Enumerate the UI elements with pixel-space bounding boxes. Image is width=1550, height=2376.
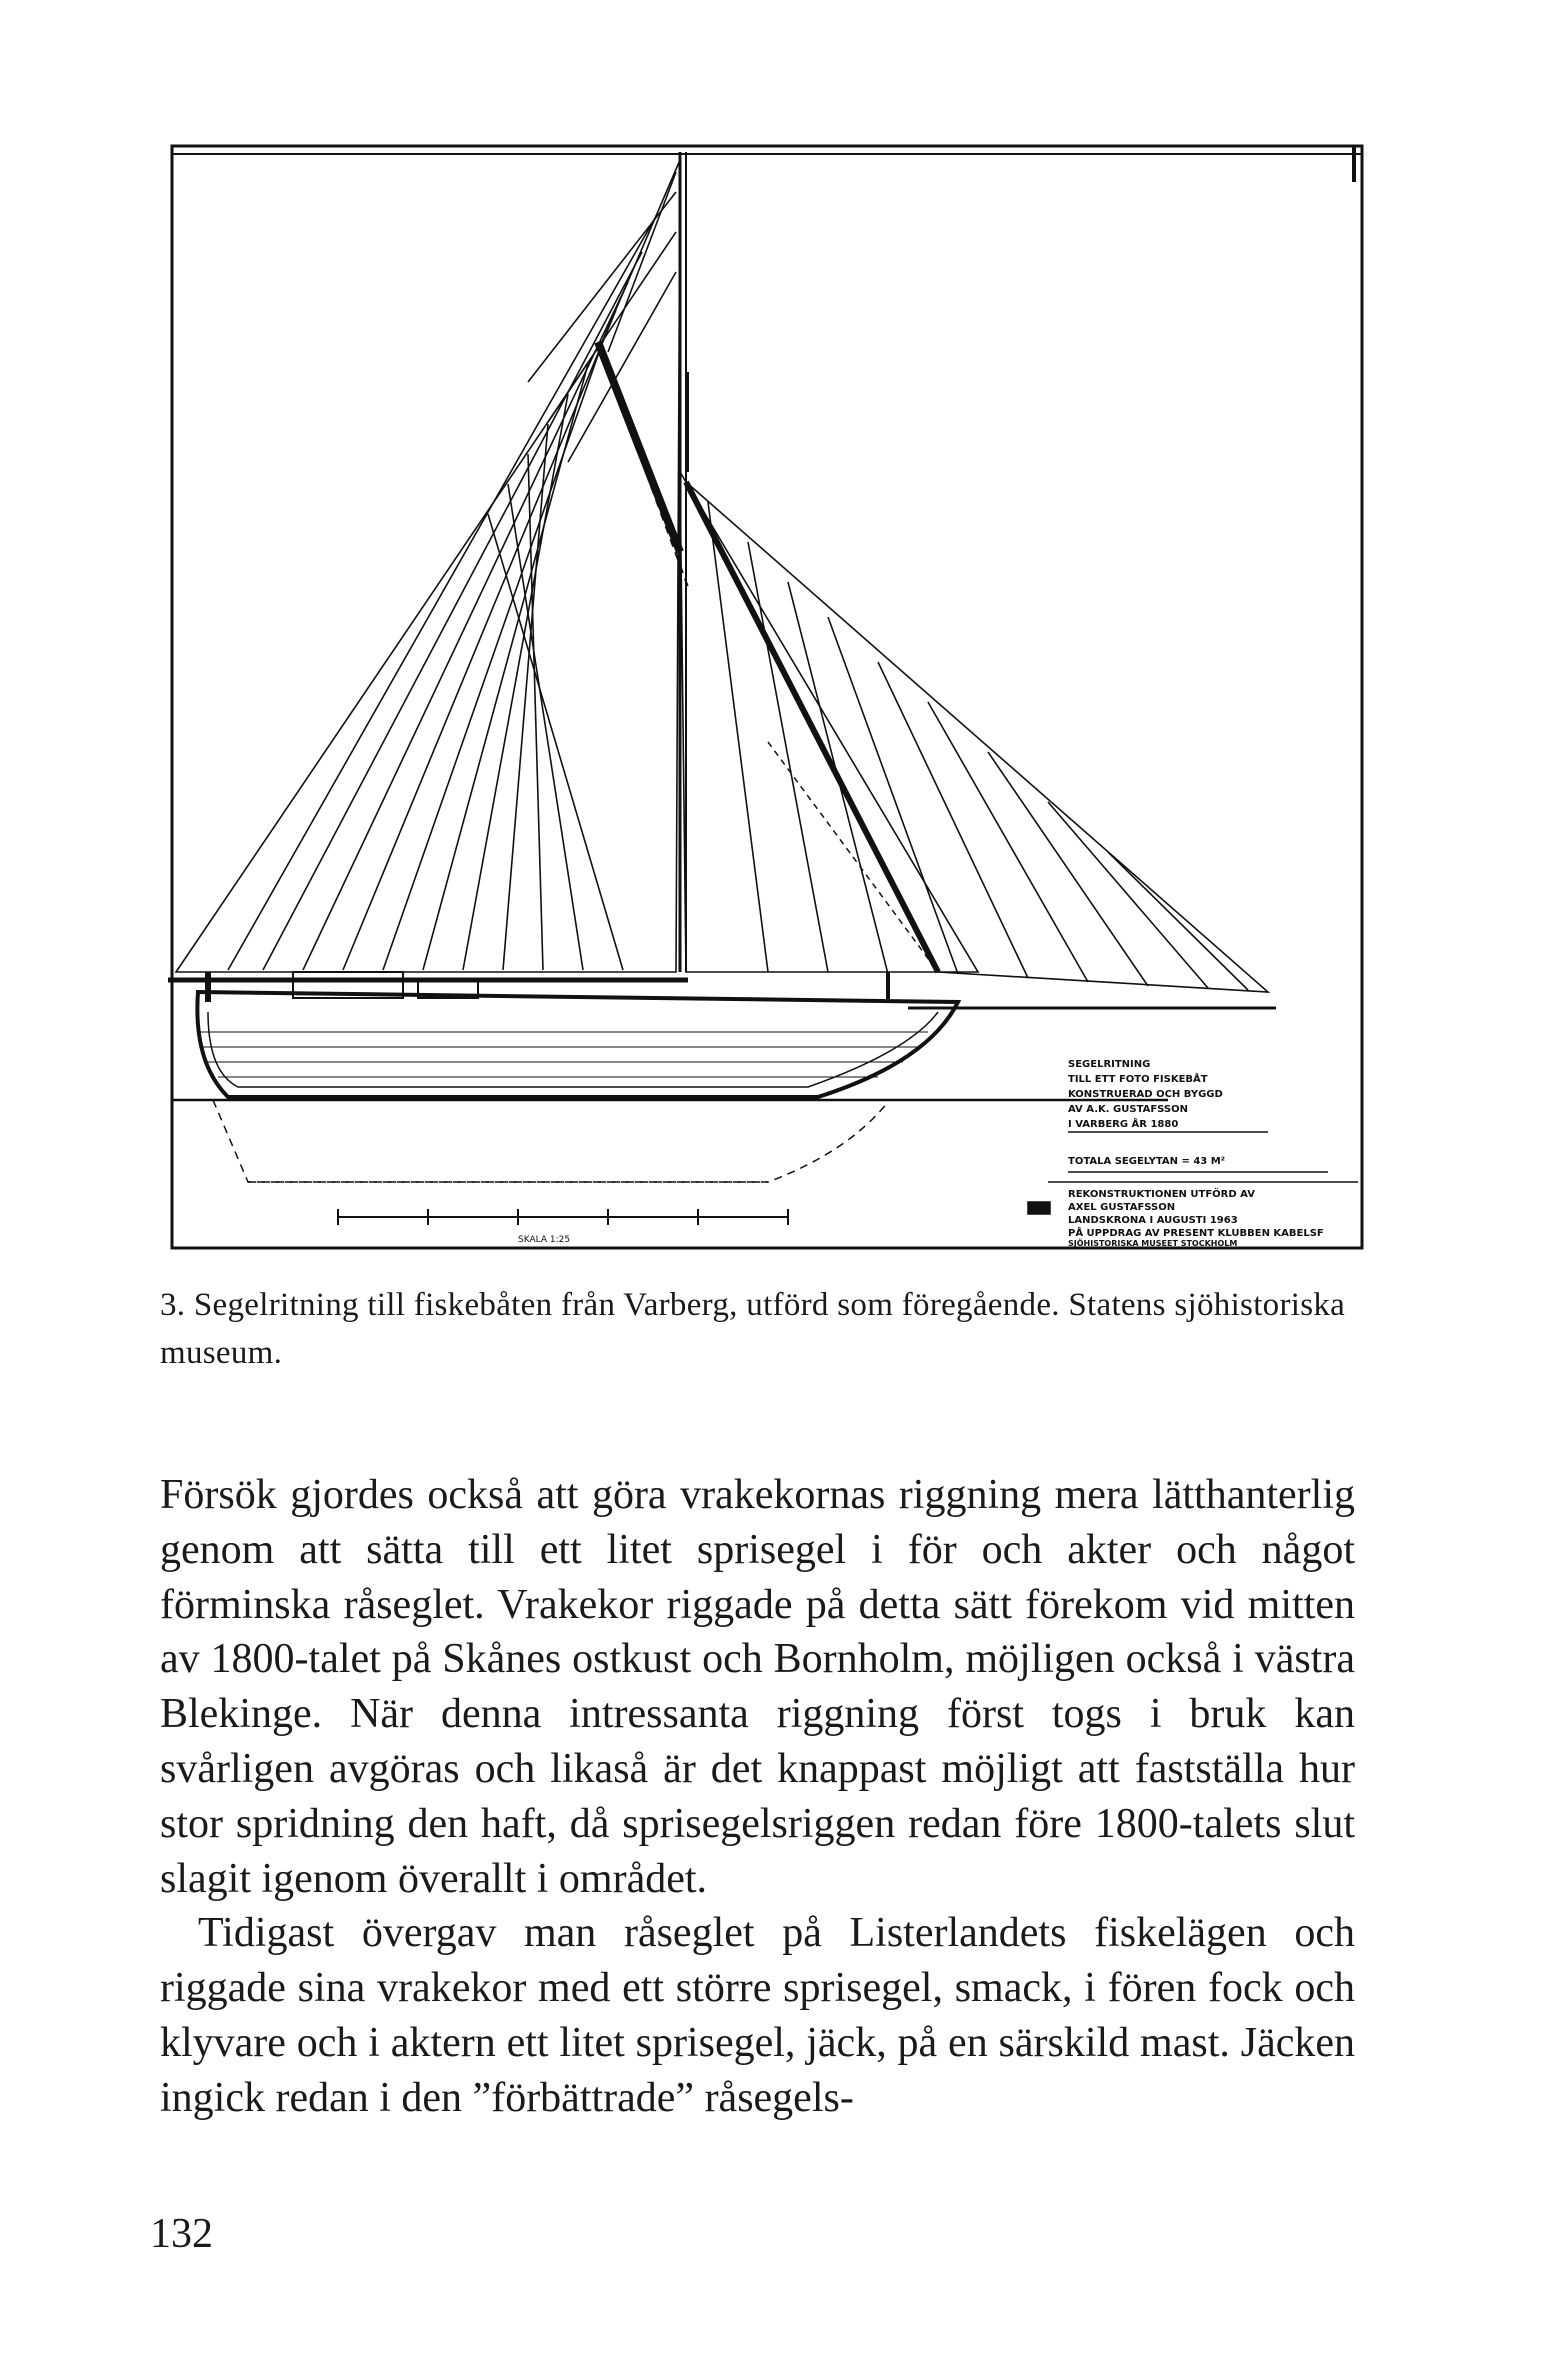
paragraph: Tidigast övergav man råseglet på Listerlandets fiskelägen och riggade sina vrakekor med ett större sprisegel, smack, i fören fock och klyvare och i aktern ett litet sprisegel, jäck, på en särskild mast. Jäcken ingick redan i den ”förbättrade” råsegels- xyxy=(160,1910,1355,2121)
keel-outline xyxy=(213,1100,888,1182)
recon-text: LANDSKRONA I AUGUSTI 1963 xyxy=(1068,1215,1238,1226)
recon-text: SJÖHISTORISKA MUSEET STOCKHOLM xyxy=(1068,1239,1238,1248)
area-note: TOTALA SEGELYTAN = 43 M² xyxy=(1068,1156,1226,1167)
recon-text: REKONSTRUKTIONEN UTFÖRD AV xyxy=(1068,1189,1255,1200)
sail-plan-drawing xyxy=(168,142,1368,1257)
plate-text: I VARBERG ÅR 1880 xyxy=(1068,1119,1179,1130)
figure-caption: 3. Segelritning till fiskebåten från Varberg, utförd som föregående. Statens sjöhistoriska museum. xyxy=(160,1287,1346,1371)
plate-text: AV A.K. GUSTAFSSON xyxy=(1068,1104,1189,1115)
body-text xyxy=(160,1468,1355,2126)
paragraph: Försök gjordes också att göra vrakekornas riggning mera lätthanterlig genom att sätta till ett litet sprisegel i för och akter och något förminska råseglet. Vrakekor riggade på detta sätt förekom vid mitten av 1800-talet på Skånes ostkust och Bornholm, möjligen också i västra Blekinge. När denna intressanta riggning först togs i bruk kan svårligen avgöras och likaså är det knappast möjligt att fastställa hur stor spridning den haft, då sprisegelsriggen redan före 1800-talets slut slagit igenom överallt i området. xyxy=(160,1472,1355,1902)
hull xyxy=(197,972,958,1097)
recon-text: AXEL GUSTAFSSON xyxy=(1068,1202,1176,1213)
plate-text: TILL ETT FOTO FISKEBÅT xyxy=(1068,1074,1208,1085)
foresail xyxy=(680,472,1268,992)
page-number: 132 xyxy=(150,2211,213,2257)
scale-label: SKALA 1:25 xyxy=(518,1235,571,1245)
plate-text: SEGELRITNING xyxy=(1068,1059,1151,1070)
mainsail xyxy=(176,160,680,972)
plate-text: KONSTRUERAD OCH BYGGD xyxy=(1068,1089,1223,1100)
forestay xyxy=(686,482,938,972)
recon-text: PÅ UPPDRAG AV PRESENT KLUBBEN KABELSF xyxy=(1068,1228,1324,1239)
scale-bar xyxy=(338,1209,788,1225)
